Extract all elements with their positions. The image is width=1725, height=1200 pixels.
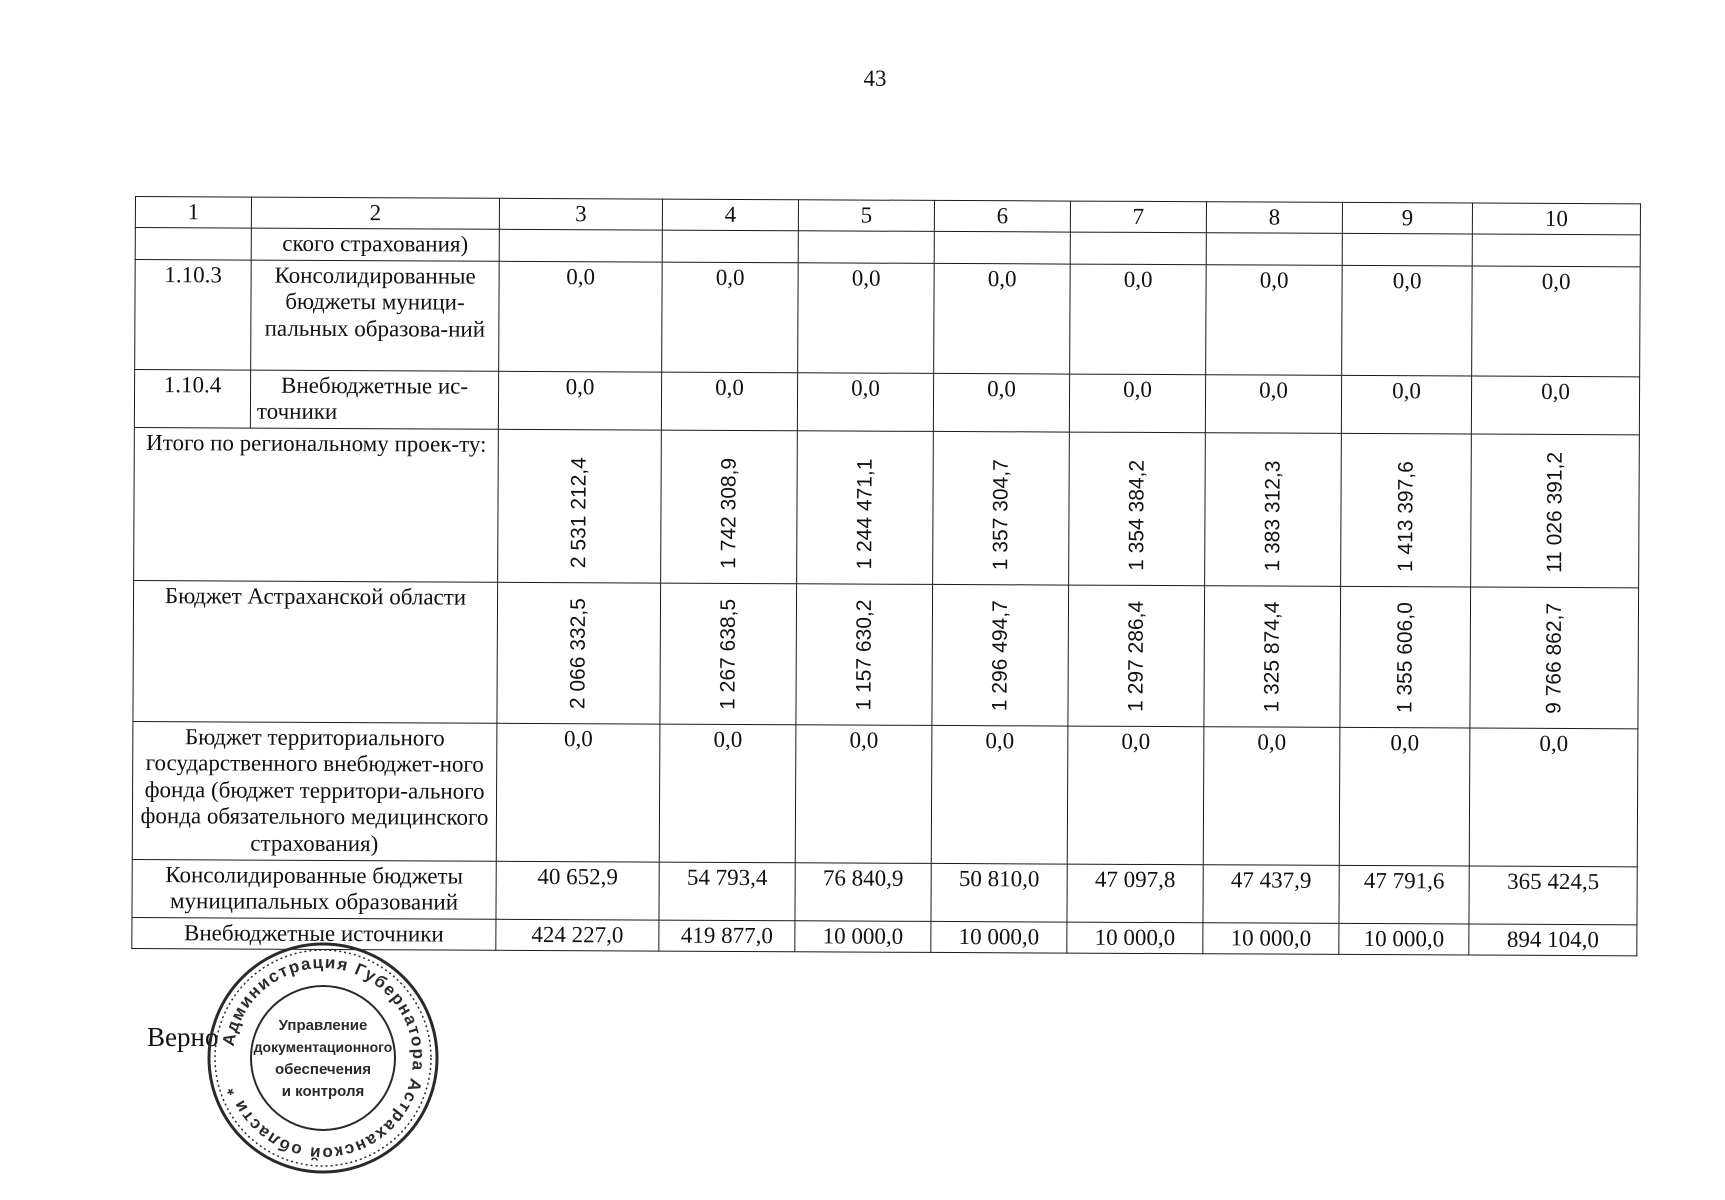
value-cell [1204,585,1341,727]
value-cell [1342,234,1472,266]
value-cell: 0,0 [1471,376,1639,435]
value-cell [1070,233,1206,265]
header-cell: 9 [1342,202,1472,234]
value-cell: 0,0 [933,373,1069,432]
value-cell: 0,0 [1069,374,1205,433]
header-cell: 8 [1206,202,1342,234]
table-row [133,580,1639,728]
value-cell: 10 000,0 [795,920,931,952]
value-cell [796,583,933,725]
value-cell [1471,434,1640,588]
header-cell: 6 [934,200,1070,232]
header-cell: 7 [1070,201,1206,233]
vertical-value: 1 357 304,7 [988,458,1013,571]
value-cell [798,231,934,263]
value-cell: 0,0 [496,723,660,862]
table-row [132,721,1638,866]
row-label: Внебюджетные источники [132,917,496,950]
budget-table [131,196,1641,957]
value-cell [661,430,798,584]
value-cell: 0,0 [1070,264,1207,375]
row-code: 1.10.4 [134,369,250,427]
value-cell [933,431,1070,585]
header-cell: 3 [499,198,662,230]
value-cell [1472,234,1640,266]
value-cell: 47 791,6 [1339,865,1469,924]
page-number: 43 [863,66,887,91]
value-cell: 47 097,8 [1067,864,1203,923]
table-row [132,859,1637,924]
value-cell: 0,0 [798,263,935,374]
value-cell: 10 000,0 [1067,922,1203,954]
row-label: Бюджет территориального государственного внебюджет-ного фонда (бюджет территори-ального фонда обязательного медицинского страхования) [132,721,497,861]
header-cell: 4 [662,199,798,231]
vertical-value: 1 296 494,7 [987,599,1012,712]
value-cell [497,582,661,724]
value-cell: 54 793,4 [659,862,795,921]
value-cell [934,232,1070,264]
value-cell: 0,0 [1469,728,1638,867]
value-cell: 76 840,9 [795,862,931,921]
value-cell: 0,0 [931,725,1068,864]
stamp-line: обеспечения [274,1061,372,1078]
value-cell: 47 437,9 [1203,864,1339,923]
header-cell: 10 [1472,203,1640,235]
value-cell: 0,0 [1341,375,1471,434]
stamp-ring-text: Администрация Губернатора Астраханской области * [218,952,429,1164]
value-cell: 10 000,0 [1339,923,1469,955]
value-cell: 424 227,0 [496,919,659,951]
vertical-value: 2 531 212,4 [567,456,591,568]
row-label: ского страхования) [251,229,499,262]
row-label: Внебюджетные ис-точники [250,370,498,429]
value-cell: 0,0 [659,724,796,863]
vertical-value: 1 355 606,0 [1392,601,1417,714]
value-cell [498,429,662,583]
row-label: Консолидированные бюджеты муници-пальных образова-ний [251,260,500,371]
vertical-value: 1 413 397,6 [1393,460,1418,573]
value-cell [1068,585,1205,727]
table-row [134,369,1639,434]
row-label: Итого по региональному проек-ту: [134,427,499,582]
header-cell: 5 [798,200,934,232]
stamp-line: документационного [253,1039,393,1055]
value-cell: 419 877,0 [659,920,795,952]
value-cell [1341,433,1472,587]
vertical-value: 11 026 391,2 [1542,451,1567,573]
stamp-line: Управление [278,1017,368,1034]
row-label: Бюджет Астраханской области [133,580,498,723]
table-row [134,427,1640,587]
value-cell [1069,432,1206,586]
value-cell [662,231,798,263]
stamp-graphic [205,940,441,1176]
value-cell: 0,0 [1342,265,1473,376]
value-cell: 0,0 [1206,265,1343,376]
value-cell: 10 000,0 [931,921,1067,953]
table-row [135,259,1641,376]
value-cell: 50 810,0 [931,863,1067,922]
row-code: 1.10.3 [135,259,252,370]
value-cell: 40 652,9 [496,861,659,920]
value-cell: 0,0 [499,261,663,372]
vertical-value: 1 157 630,2 [851,599,876,711]
value-cell [797,430,934,584]
value-cell: 0,0 [934,263,1071,374]
value-cell [1340,586,1471,728]
vertical-value: 2 066 332,5 [566,597,590,709]
header-cell: 1 [135,197,251,229]
stamp-line: и контроля [281,1083,365,1100]
vertical-value: 1 267 638,5 [715,598,740,710]
vertical-value: 1 354 384,2 [1124,459,1149,571]
value-cell: 0,0 [1472,266,1641,377]
value-cell: 365 424,5 [1469,866,1637,925]
official-stamp [205,940,441,1176]
header-cell: 2 [251,197,499,230]
value-cell [932,584,1069,726]
value-cell: 0,0 [1205,375,1341,434]
value-cell: 0,0 [1203,726,1340,865]
value-cell: 0,0 [661,372,797,431]
value-cell: 10 000,0 [1203,922,1339,954]
value-cell: 0,0 [662,262,799,373]
vertical-value: 1 325 874,4 [1259,601,1284,713]
value-cell [499,230,662,262]
value-cell [660,583,797,725]
value-cell: 894 104,0 [1469,924,1637,956]
vertical-value: 9 766 862,7 [1541,602,1566,714]
row-code [135,228,251,260]
value-cell: 0,0 [795,724,932,863]
vertical-value: 1 297 286,4 [1123,600,1148,712]
row-label: Консолидированные бюджеты муниципальных образований [132,859,496,919]
vertical-value: 1 244 471,1 [852,458,877,570]
value-cell [1206,233,1342,265]
vertical-value: 1 742 308,9 [716,457,741,569]
value-cell: 0,0 [1067,726,1204,865]
value-cell: 0,0 [498,371,661,430]
value-cell: 0,0 [797,373,933,432]
vertical-value: 1 383 312,3 [1260,460,1285,572]
value-cell: 0,0 [1339,727,1470,866]
value-cell [1205,432,1342,586]
value-cell [1470,587,1639,729]
signature-text: Верно [147,1022,219,1052]
